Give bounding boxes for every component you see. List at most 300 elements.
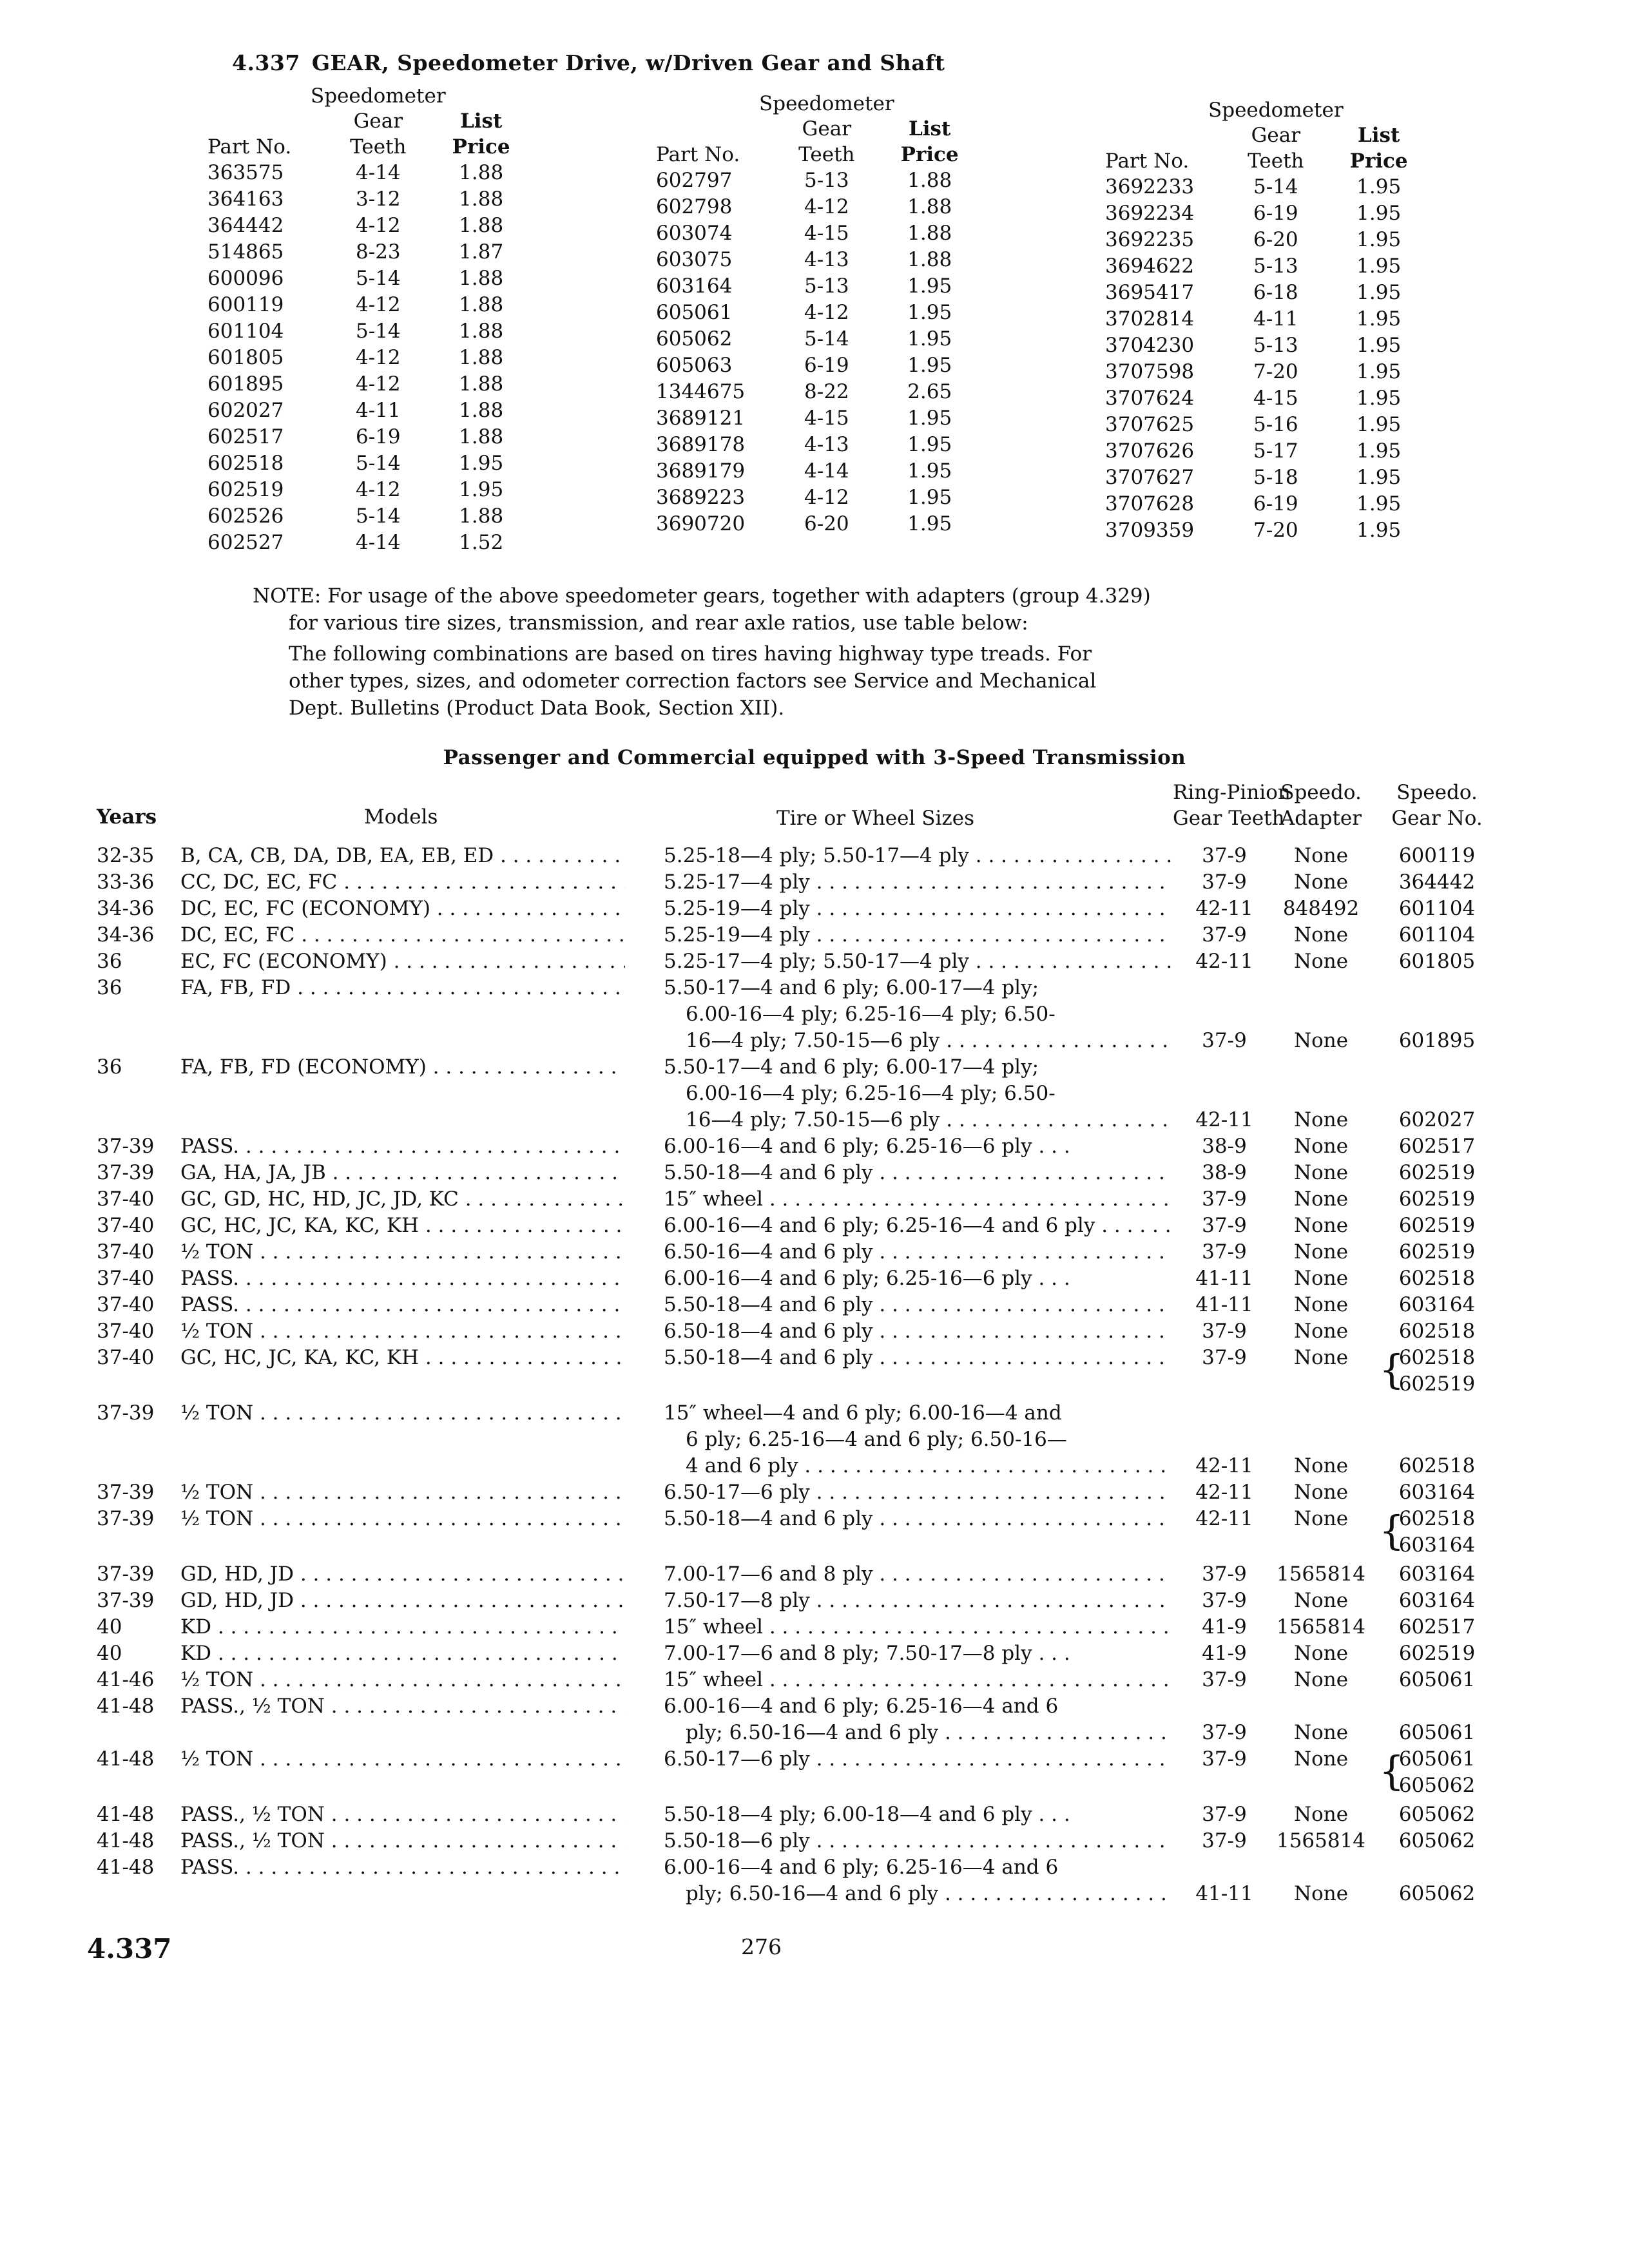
gear-teeth: 4-12: [356, 346, 401, 369]
row-gear-number: 602518: [1398, 1320, 1476, 1343]
part-number: 3689179: [656, 459, 746, 483]
table-row: [207, 318, 517, 345]
header-part-no: Part No.: [656, 143, 740, 166]
table-subheading: Passenger and Commercial equipped with 3-Speed Transmission: [443, 746, 1186, 769]
row-years: 37-40: [97, 1214, 155, 1237]
part-number: 3692234: [1105, 202, 1195, 225]
row-models: GD, HD, JD . . .: [180, 1561, 625, 1588]
gear-teeth: 4-12: [356, 293, 401, 316]
tire-size-line: 5.25-18—4 ply; 5.50-17—4 ply . . .: [664, 843, 1173, 869]
list-price: 1.88: [907, 248, 952, 271]
row-years: 34-36: [97, 923, 155, 947]
table-row: [97, 1292, 1534, 1318]
table-row: [97, 1160, 1534, 1186]
row-gear-number: 605062: [1398, 1829, 1476, 1852]
part-number: 600119: [207, 293, 284, 316]
row-ring-pinion: 37-9: [1202, 1668, 1247, 1691]
header-years: Years: [97, 805, 157, 829]
row-gear-number: 602518: [1398, 1267, 1476, 1290]
row-gear-number: 602027: [1398, 1108, 1476, 1131]
list-price: 2.65: [907, 380, 952, 403]
row-years: 37-39: [97, 1161, 155, 1184]
row-models: ½ TON . . .: [180, 1400, 625, 1427]
table-row: [97, 1318, 1534, 1345]
row-tire-sizes: [664, 1854, 1173, 1907]
row-adapter: None: [1293, 1346, 1349, 1369]
table-row: [207, 503, 517, 530]
list-price: 1.95: [1356, 439, 1402, 463]
table-row: [1105, 306, 1414, 332]
row-years: 37-40: [97, 1320, 155, 1343]
part-number: 600096: [207, 267, 284, 290]
row-tire-sizes: [664, 896, 1173, 922]
tire-size-line: 6.00-16—4 and 6 ply; 6.25-16—4 and 6: [664, 1856, 1059, 1879]
row-tire-sizes: [664, 1265, 1173, 1292]
row-tire-sizes: [664, 1640, 1173, 1667]
gear-teeth: 4-12: [804, 195, 849, 218]
row-adapter: None: [1293, 1747, 1349, 1771]
row-adapter: None: [1293, 1882, 1349, 1905]
part-number: 3707627: [1105, 466, 1195, 489]
header-list: List: [908, 117, 951, 140]
row-years: 36: [97, 1055, 122, 1079]
row-models: GD, HD, JD . . .: [180, 1588, 625, 1614]
table-row: [656, 273, 965, 300]
part-number: 3709359: [1105, 519, 1195, 542]
table-row: [1105, 359, 1414, 385]
row-tire-sizes: [664, 1292, 1173, 1318]
row-years: 40: [97, 1615, 122, 1639]
row-gear-number: 605062: [1398, 1882, 1476, 1905]
table-row: [97, 1828, 1534, 1854]
tire-size-line: 5.50-17—4 and 6 ply; 6.00-17—4 ply;: [664, 976, 1039, 999]
header-row: [207, 108, 517, 134]
table-row: [656, 168, 965, 194]
row-models: ½ TON . . .: [180, 1506, 625, 1532]
row-tire-sizes: [664, 1133, 1173, 1160]
note-line-4: other types, sizes, and odometer correction factors see Service and Mechanical: [289, 669, 1097, 693]
row-models: KD . . .: [180, 1614, 625, 1640]
table-row: [97, 1133, 1534, 1160]
row-gear-number: 602517: [1398, 1615, 1476, 1639]
part-number: 603075: [656, 248, 733, 271]
tire-size-line: 15″ wheel . . .: [664, 1614, 1173, 1640]
row-years: 37-39: [97, 1401, 155, 1425]
header-part-no: Part No.: [1105, 149, 1190, 173]
part-number: 602027: [207, 399, 284, 422]
gear-teeth: 5-13: [804, 274, 849, 298]
row-gear-number: 602519: [1398, 1161, 1476, 1184]
parts-table: [1105, 98, 1414, 544]
table-row: [1105, 332, 1414, 359]
list-price: 1.88: [459, 425, 504, 448]
row-adapter: None: [1293, 1108, 1349, 1131]
table-row: [207, 345, 517, 371]
header-gear-2: Gear No.: [1391, 807, 1483, 830]
part-number: 3694622: [1105, 255, 1195, 278]
header-price: Price: [1349, 149, 1408, 173]
part-number: 601104: [207, 320, 284, 343]
row-adapter: None: [1293, 1481, 1349, 1504]
header-teeth: Teeth: [798, 143, 855, 166]
row-adapter: None: [1293, 1507, 1349, 1530]
gear-teeth: 5-17: [1253, 439, 1298, 463]
row-gear-number: 602518: [1398, 1454, 1476, 1477]
list-price: 1.95: [907, 274, 952, 298]
row-adapter: None: [1293, 870, 1349, 894]
row-ring-pinion: 37-9: [1202, 1214, 1247, 1237]
row-gear-number: 602519: [1398, 1240, 1476, 1264]
row-years: 34-36: [97, 897, 155, 920]
header-blank: [207, 108, 311, 134]
row-gear-number: 601895: [1398, 1029, 1476, 1052]
row-gear-number: 603164: [1398, 1589, 1476, 1612]
header-gear: Gear: [353, 110, 403, 133]
table-row: [656, 485, 965, 511]
list-price: 1.95: [907, 512, 952, 535]
row-tire-sizes: [664, 1479, 1173, 1506]
list-price: 1.95: [459, 452, 504, 475]
tire-size-line: 6.00-16—4 and 6 ply; 6.25-16—6 ply . . .: [664, 1135, 1070, 1158]
row-ring-pinion: 41-9: [1202, 1642, 1247, 1665]
row-adapter: None: [1293, 1721, 1349, 1744]
row-years: 37-40: [97, 1346, 155, 1369]
row-adapter: None: [1293, 1293, 1349, 1316]
table-row: [97, 1506, 1534, 1559]
part-number: 3707624: [1105, 387, 1195, 410]
table-row: [1105, 517, 1414, 544]
parts-table: [207, 84, 517, 556]
part-number: 601895: [207, 372, 284, 396]
table-row: [97, 843, 1534, 869]
row-gear-number: 600119: [1398, 844, 1476, 867]
tire-size-line: 15″ wheel . . .: [664, 1667, 1173, 1693]
row-tire-sizes: [664, 1561, 1173, 1588]
table-row: [207, 371, 517, 398]
part-number: 602526: [207, 505, 284, 528]
table-row: [207, 265, 517, 292]
list-price: 1.95: [907, 407, 952, 430]
header-price: Price: [900, 143, 959, 166]
gear-teeth: 4-12: [804, 301, 849, 324]
header-gear: Gear: [1251, 124, 1301, 147]
list-price: 1.88: [907, 169, 952, 192]
tire-size-line: 5.50-18—4 ply; 6.00-18—4 and 6 ply . . .: [664, 1803, 1070, 1826]
row-years: 32-35: [97, 844, 155, 867]
note-line-1: NOTE: For usage of the above speedometer gears, together with adapters (group 4.329): [253, 584, 1151, 608]
gear-teeth: 5-18: [1253, 466, 1298, 489]
table-row: [1105, 491, 1414, 517]
list-price: 1.88: [459, 187, 504, 211]
row-ring-pinion: 37-9: [1202, 1240, 1247, 1264]
table-row: [207, 424, 517, 450]
row-gear-number: 605061: [1398, 1668, 1476, 1691]
row-ring-pinion: 37-9: [1202, 1187, 1247, 1211]
tire-size-line: 7.00-17—6 and 8 ply; 7.50-17—8 ply . . .: [664, 1642, 1070, 1665]
row-gear-number: 605061: [1398, 1747, 1476, 1771]
part-number: 363575: [207, 161, 284, 184]
header-row: [207, 84, 517, 108]
header-blank: [1344, 98, 1414, 122]
table-row: [207, 292, 517, 318]
row-ring-pinion: 37-9: [1202, 923, 1247, 947]
header-row: [656, 142, 965, 168]
row-models: ½ TON . . .: [180, 1667, 625, 1693]
row-models: FA, FB, FD . . .: [180, 975, 625, 1001]
part-number: 603164: [656, 274, 733, 298]
gear-teeth: 8-22: [804, 380, 849, 403]
row-adapter: None: [1293, 1803, 1349, 1826]
header-blank: [894, 91, 965, 116]
row-gear-number: 602519: [1398, 1187, 1476, 1211]
row-ring-pinion: 42-11: [1195, 1507, 1253, 1530]
row-ring-pinion: 37-9: [1202, 1589, 1247, 1612]
row-tire-sizes: [664, 1345, 1173, 1371]
row-gear-number: 603164: [1398, 1481, 1476, 1504]
list-price: 1.88: [459, 372, 504, 396]
tire-size-line: 6.00-16—4 ply; 6.25-16—4 ply; 6.50-: [686, 1003, 1055, 1026]
table-row: [97, 1345, 1534, 1398]
row-ring-pinion: 42-11: [1195, 1454, 1253, 1477]
row-models: FA, FB, FD (ECONOMY) . . .: [180, 1054, 625, 1081]
header-ring-2: Gear Teeth: [1173, 807, 1285, 830]
list-price: 1.95: [1356, 307, 1402, 331]
table-row: [1105, 412, 1414, 438]
gear-teeth: 4-12: [356, 214, 401, 237]
section-title: GEAR, Speedometer Drive, w/Driven Gear and Shaft: [311, 50, 945, 75]
part-number: 603074: [656, 222, 733, 245]
row-years: 36: [97, 950, 122, 973]
row-tire-sizes: [664, 1239, 1173, 1265]
gear-teeth: 5-14: [356, 267, 401, 290]
row-ring-pinion: 42-11: [1195, 897, 1253, 920]
part-number: 3692235: [1105, 228, 1195, 251]
table-row: [97, 1400, 1534, 1479]
parts-table-2: [656, 91, 965, 537]
table-row: [97, 1213, 1534, 1239]
tire-size-line: 6.50-17—6 ply . . .: [664, 1479, 1173, 1506]
header-ring-1: Ring-Pinion: [1173, 781, 1291, 804]
part-number: 3695417: [1105, 281, 1195, 304]
row-years: 41-48: [97, 1856, 155, 1879]
list-price: 1.88: [459, 505, 504, 528]
tire-size-line: 6.00-16—4 and 6 ply; 6.25-16—6 ply . . .: [664, 1267, 1070, 1290]
tire-size-line: 7.00-17—6 and 8 ply . . .: [664, 1561, 1173, 1588]
row-models: PASS. . . .: [180, 1854, 625, 1881]
part-number: 605063: [656, 354, 733, 377]
part-number: 364163: [207, 187, 284, 211]
part-number: 601805: [207, 346, 284, 369]
header-speedometer: Speedometer: [759, 92, 894, 115]
header-row: [1105, 148, 1414, 174]
table-row: [97, 1054, 1534, 1133]
tire-size-line: 5.25-19—4 ply . . .: [664, 922, 1173, 948]
gear-teeth: 6-20: [804, 512, 849, 535]
row-gear-number: 603164: [1398, 1562, 1476, 1586]
row-ring-pinion: 37-9: [1202, 1346, 1247, 1369]
row-tire-sizes: [664, 1213, 1173, 1239]
row-gear-number: 364442: [1398, 870, 1476, 894]
table-row: [207, 530, 517, 556]
row-ring-pinion: 41-11: [1195, 1293, 1253, 1316]
row-ring-pinion: 37-9: [1202, 1829, 1247, 1852]
list-price: 1.88: [907, 195, 952, 218]
gear-teeth: 5-13: [804, 169, 849, 192]
header-blank: [1105, 98, 1208, 122]
row-adapter: 848492: [1282, 897, 1360, 920]
part-number: 602798: [656, 195, 733, 218]
gear-teeth: 8-23: [356, 240, 401, 264]
row-ring-pinion: 42-11: [1195, 950, 1253, 973]
table-row: [207, 477, 517, 503]
row-ring-pinion: 37-9: [1202, 1803, 1247, 1826]
row-tire-sizes: [664, 1400, 1173, 1479]
row-tire-sizes: [664, 1746, 1173, 1773]
part-number: 602519: [207, 478, 284, 501]
row-years: 37-39: [97, 1562, 155, 1586]
table-row: [1105, 253, 1414, 280]
gear-teeth: 4-12: [356, 372, 401, 396]
row-models: GC, GD, HC, HD, JC, JD, KC . . .: [180, 1186, 625, 1213]
row-adapter: None: [1293, 950, 1349, 973]
part-number: 3692233: [1105, 175, 1195, 198]
row-ring-pinion: 37-9: [1202, 1320, 1247, 1343]
table-row: [97, 1561, 1534, 1588]
row-gear-number: 601104: [1398, 923, 1476, 947]
row-adapter: None: [1293, 1589, 1349, 1612]
tire-size-line: ply; 6.50-16—4 and 6 ply . . .: [664, 1881, 1173, 1907]
row-ring-pinion: 37-9: [1202, 870, 1247, 894]
table-row: [97, 1802, 1534, 1828]
tire-size-line: 5.50-18—4 and 6 ply . . .: [664, 1506, 1173, 1532]
note-line-2: for various tire sizes, transmission, and rear axle ratios, use table below:: [289, 611, 1028, 635]
list-price: 1.95: [1356, 360, 1402, 383]
list-price: 1.95: [907, 433, 952, 456]
tire-size-line: 5.25-17—4 ply; 5.50-17—4 ply . . .: [664, 948, 1173, 975]
list-price: 1.95: [1356, 519, 1402, 542]
row-adapter: None: [1293, 1029, 1349, 1052]
note-line-3: The following combinations are based on tires having highway type treads. For: [289, 642, 1092, 666]
row-ring-pinion: 38-9: [1202, 1161, 1247, 1184]
row-years: 37-40: [97, 1267, 155, 1290]
row-years: 40: [97, 1642, 122, 1665]
tire-size-line: 16—4 ply; 7.50-15—6 ply . . .: [664, 1107, 1173, 1133]
table-row: [97, 1667, 1534, 1693]
list-price: 1.88: [907, 222, 952, 245]
tire-size-line: ply; 6.50-16—4 and 6 ply . . .: [664, 1720, 1173, 1746]
table-row: [1105, 174, 1414, 200]
part-number: 3707598: [1105, 360, 1195, 383]
gear-teeth: 4-13: [804, 248, 849, 271]
list-price: 1.88: [459, 214, 504, 237]
row-years: 37-39: [97, 1507, 155, 1530]
table-row: [656, 300, 965, 326]
list-price: 1.95: [907, 459, 952, 483]
header-models: Models: [364, 805, 438, 829]
table-row: [656, 511, 965, 537]
gear-teeth: 7-20: [1253, 360, 1298, 383]
gear-teeth: 4-14: [804, 459, 849, 483]
part-number: 602797: [656, 169, 733, 192]
list-price: 1.88: [459, 320, 504, 343]
row-models: PASS., ½ TON . . .: [180, 1693, 625, 1720]
footer-section-number: 4.337: [87, 1933, 172, 1965]
row-tire-sizes: [664, 1802, 1173, 1828]
header-tire: Tire or Wheel Sizes: [776, 807, 974, 830]
tire-size-line: 6.50-17—6 ply . . .: [664, 1746, 1173, 1773]
row-years: 41-48: [97, 1829, 155, 1852]
gear-teeth: 6-18: [1253, 281, 1298, 304]
list-price: 1.52: [459, 531, 504, 554]
row-ring-pinion: 42-11: [1195, 1481, 1253, 1504]
list-price: 1.95: [1356, 281, 1402, 304]
list-price: 1.95: [1356, 255, 1402, 278]
row-adapter: None: [1293, 1454, 1349, 1477]
row-models: EC, FC (ECONOMY) . . .: [180, 948, 625, 975]
list-price: 1.88: [459, 293, 504, 316]
row-models: KD . . .: [180, 1640, 625, 1667]
part-number: 3707628: [1105, 492, 1195, 515]
row-years: 37-39: [97, 1589, 155, 1612]
header-adapter-2: Adapter: [1280, 807, 1362, 830]
row-gear-number: 605062: [1398, 1774, 1476, 1797]
part-number: 3707626: [1105, 439, 1195, 463]
part-number: 514865: [207, 240, 284, 264]
row-gear-number: 602519: [1398, 1642, 1476, 1665]
table-row: [97, 975, 1534, 1054]
row-ring-pinion: 38-9: [1202, 1135, 1247, 1158]
list-price: 1.95: [1356, 466, 1402, 489]
gear-teeth: 6-19: [356, 425, 401, 448]
row-tire-sizes: [664, 1614, 1173, 1640]
row-tire-sizes: [664, 1693, 1173, 1746]
table-row: [1105, 465, 1414, 491]
row-ring-pinion: 42-11: [1195, 1108, 1253, 1131]
table-row: [656, 432, 965, 458]
parts-table-1: [207, 84, 517, 556]
row-adapter: None: [1293, 1240, 1349, 1264]
row-years: 37-40: [97, 1293, 155, 1316]
part-number: 602527: [207, 531, 284, 554]
table-row: [97, 1186, 1534, 1213]
header-price: Price: [452, 135, 510, 159]
gear-teeth: 4-14: [356, 531, 401, 554]
tire-size-line: 5.25-17—4 ply . . .: [664, 869, 1173, 896]
parts-table: [656, 91, 965, 537]
row-tire-sizes: [664, 975, 1173, 1054]
brace-bracket: {: [1379, 1346, 1405, 1393]
row-models: GC, HC, JC, KA, KC, KH . . .: [180, 1345, 625, 1371]
list-price: 1.88: [459, 267, 504, 290]
list-price: 1.95: [1356, 228, 1402, 251]
table-row: [656, 405, 965, 432]
header-blank: [207, 84, 311, 108]
row-years: 37-40: [97, 1240, 155, 1264]
list-price: 1.95: [1356, 413, 1402, 436]
gear-teeth: 6-19: [1253, 492, 1298, 515]
row-adapter: 1565814: [1276, 1829, 1366, 1852]
row-gear-number: 602518: [1398, 1507, 1476, 1530]
row-models: PASS. . . .: [180, 1133, 625, 1160]
table-row: [656, 247, 965, 273]
row-tire-sizes: [664, 1054, 1173, 1133]
part-number: 605062: [656, 327, 733, 351]
list-price: 1.95: [1356, 202, 1402, 225]
table-row: [1105, 200, 1414, 227]
row-tire-sizes: [664, 1186, 1173, 1213]
gear-teeth: 7-20: [1253, 519, 1298, 542]
table-row: [207, 213, 517, 239]
